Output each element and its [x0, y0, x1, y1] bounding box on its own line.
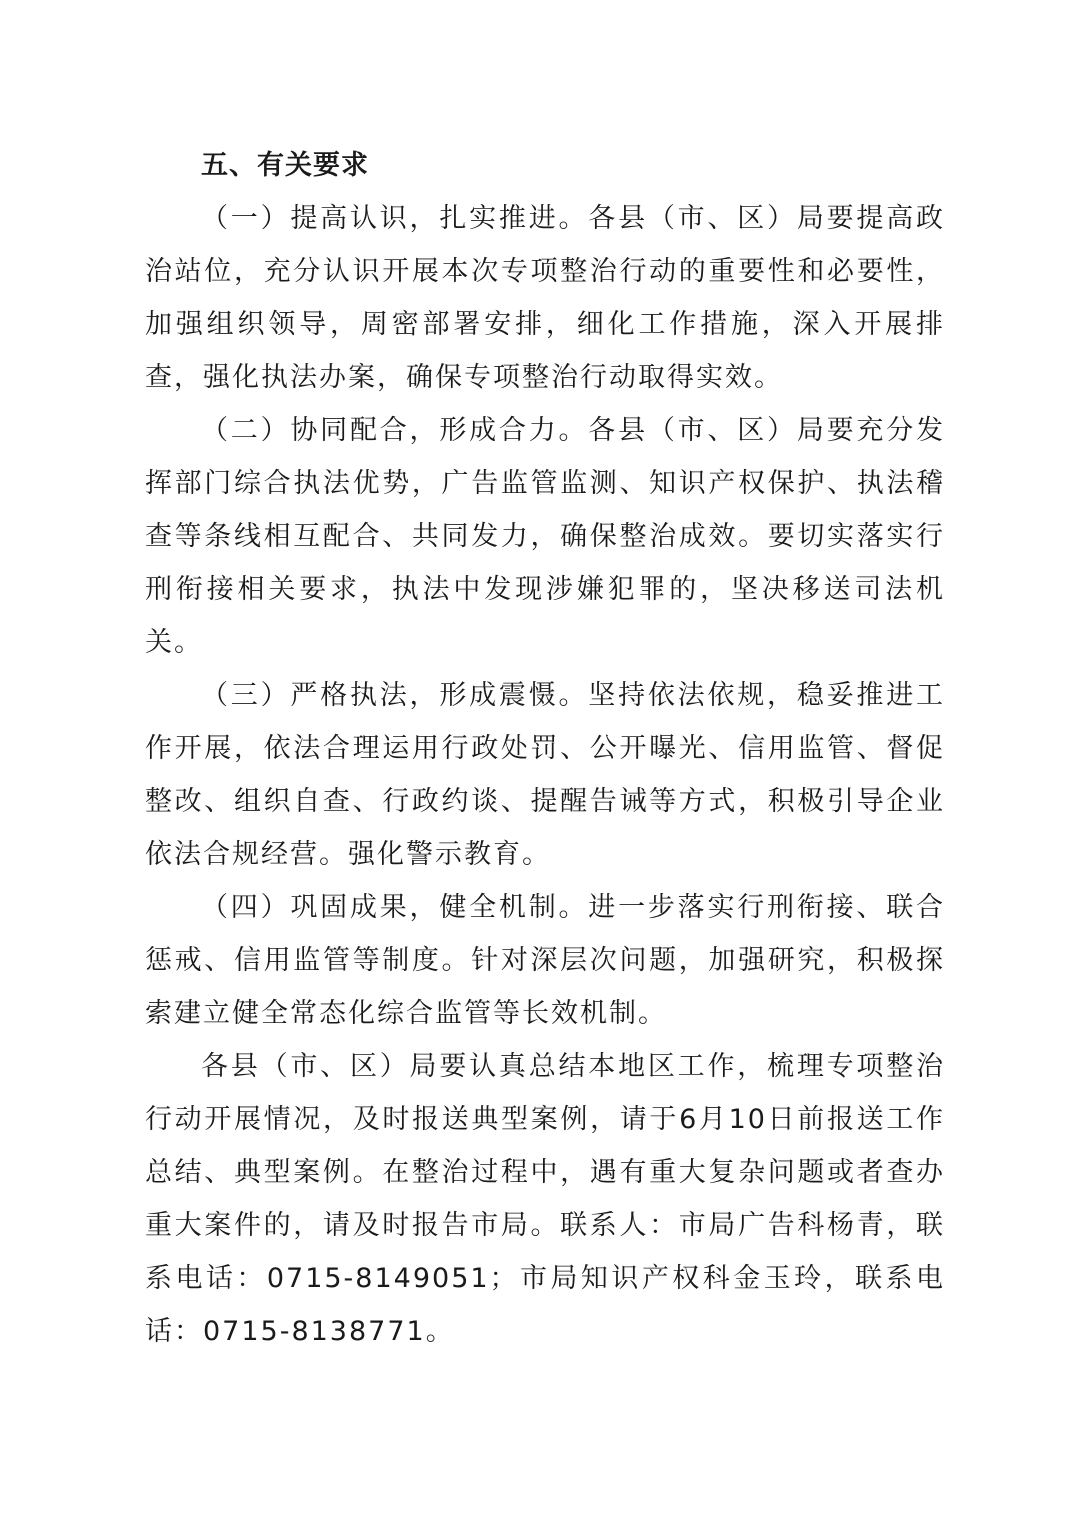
paragraph-strict-enforcement: （三）严格执法，形成震慑。坚持依法依规，稳妥推进工作开展，依法合理运用行政处罚、公开曝光、信用监管、督促整改、组织自查、行政约谈、提醒告诫等方式，积极引导企业依法合规经营。强化警示教育。 — [145, 680, 945, 870]
paragraph-reporting-contacts: 各县（市、区）局要认真总结本地区工作，梳理专项整治行动开展情况，及时报送典型案例，请于6月10日前报送工作总结、典型案例。在整治过程中，遇有重大复杂问题或者查办重大案件的，请及时报告市局。联系人：市局广告科杨青，联系电话：0715-8149051；市局知识产权科金玉玲，联系电话：0715-8138771。 — [145, 1051, 945, 1347]
paragraph-consolidate-results: （四）巩固成果，健全机制。进一步落实行刑衔接、联合惩戒、信用监管等制度。针对深层次问题，加强研究，积极探索建立健全常态化综合监管等长效机制。 — [145, 892, 945, 1029]
paragraph-coordination: （二）协同配合，形成合力。各县（市、区）局要充分发挥部门综合执法优势，广告监管监测、知识产权保护、执法稽查等条线相互配合、共同发力，确保整治成效。要切实落实行刑衔接相关要求，执法中发现涉嫌犯罪的，坚决移送司法机关。 — [145, 415, 945, 658]
paragraph-raise-awareness: （一）提高认识，扎实推进。各县（市、区）局要提高政治站位，充分认识开展本次专项整治行动的重要性和必要性，加强组织领导，周密部署安排，细化工作措施，深入开展排查，强化执法办案，确保专项整治行动取得实效。 — [145, 203, 945, 393]
section-heading: 五、有关要求 — [201, 150, 369, 181]
document-body — [145, 140, 945, 1358]
